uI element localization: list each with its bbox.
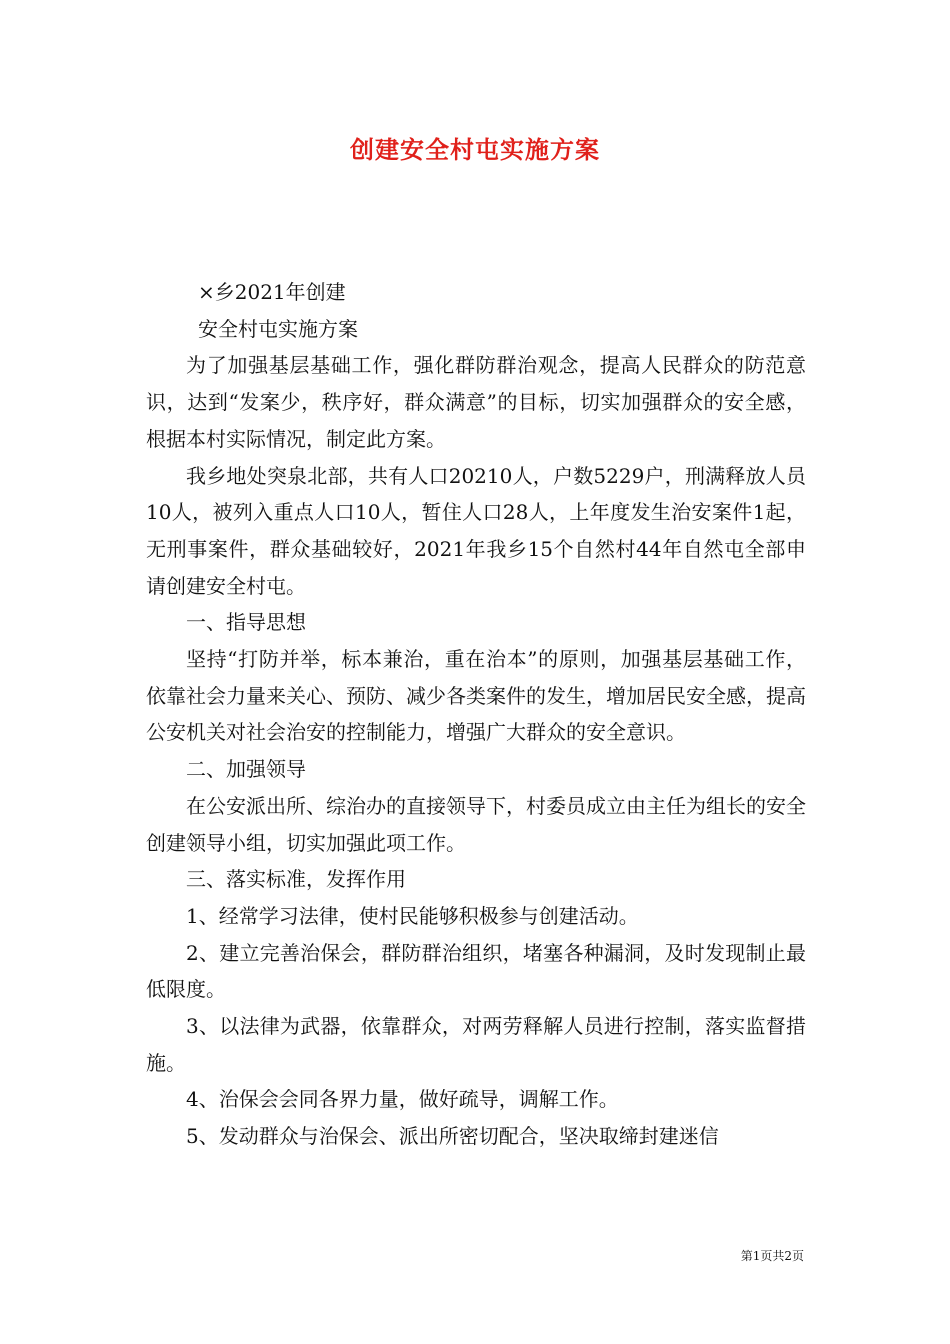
document-body — [146, 274, 806, 1155]
section-heading: 二、加强领导 — [186, 757, 306, 782]
list-item: 3、以法律为武器，依靠群众，对两劳释解人员进行控制，落实监督措施。 — [146, 1014, 806, 1075]
page-number: 第1页共2页 — [740, 1249, 804, 1263]
list-item: 1、经常学习法律，使村民能够积极参与创建活动。 — [186, 903, 639, 928]
list-item: 5、发动群众与治保会、派出所密切配合，坚决取缔封建迷信 — [186, 1124, 719, 1149]
body-paragraph: 在公安派出所、综治办的直接领导下，村委员成立由主任为组长的安全创建领导小组，切实加强此项工作。 — [146, 793, 806, 855]
document-title: 创建安全村屯实施方案 — [350, 135, 600, 164]
body-paragraph: 安全村屯实施方案 — [198, 316, 358, 341]
section-heading: 一、指导思想 — [186, 610, 306, 635]
section-heading: 三、落实标准，发挥作用 — [186, 867, 406, 892]
list-item: 4、治保会会同各界力量，做好疏导，调解工作。 — [186, 1087, 619, 1112]
body-paragraph: 为了加强基层基础工作，强化群防群治观念，提高人民群众的防范意识，达到“发案少，秩序好，群众满意”的目标，切实加强群众的安全感，根据本村实际情况，制定此方案。 — [146, 353, 806, 451]
list-item: 2、建立完善治保会，群防群治组织，堵塞各种漏洞，及时发现制止最低限度。 — [146, 940, 806, 1002]
body-paragraph: 我乡地处突泉北部，共有人口20210人，户数5229户，刑满释放人员10人，被列入重点人口10人，暂住人口28人，上年度发生治安案件1起，无刑事案件，群众基础较好，2021年我乡15个自然村44年自然屯全部申请创建安全村屯。 — [146, 463, 806, 598]
body-paragraph: ×乡2021年创建 — [198, 280, 346, 304]
body-paragraph: 坚持“打防并举，标本兼治，重在治本”的原则，加强基层基础工作，依靠社会力量来关心、预防、减少各类案件的发生，增加居民安全感，提高公安机关对社会治安的控制能力，增强广大群众的安全意识。 — [146, 647, 806, 745]
